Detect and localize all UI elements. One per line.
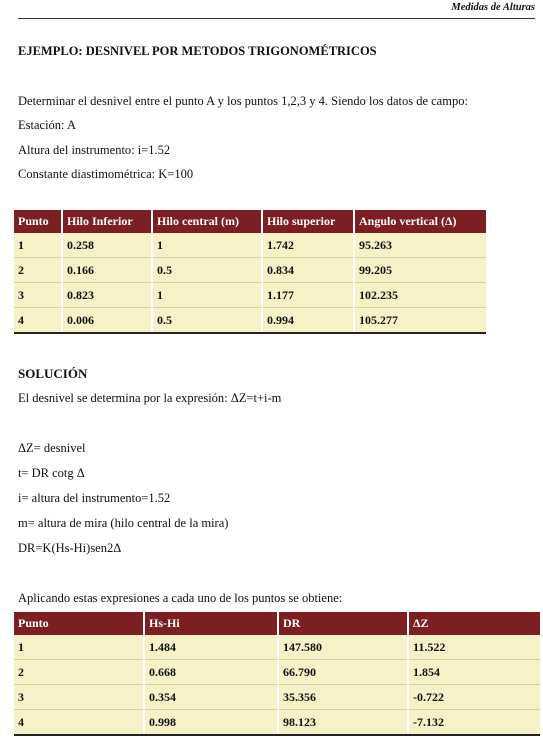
table-row [14,635,540,660]
table-cell: 0.166 [62,258,152,283]
table-cell: 0.823 [62,283,152,308]
table-cell: 0.258 [62,233,152,258]
table-row [14,283,486,308]
solution-intro: El desnivel se determina por la expresión: ΔZ=t+i-m [18,391,282,405]
column-header: Hilo central (m) [152,210,262,233]
table-cell: 0.354 [144,685,278,710]
table-cell: -0.722 [408,685,540,710]
column-header: Angulo vertical (Δ) [354,210,486,233]
instrument-height-line: Altura del instrumento: i=1.52 [18,143,171,157]
table-cell: 1.854 [408,660,540,685]
solution-heading: SOLUCIÓN [18,366,88,381]
table-cell: 4 [14,308,62,334]
table-row [14,308,486,334]
results-table [14,612,540,736]
table-cell: 0.006 [62,308,152,334]
table-cell: 35.356 [278,685,408,710]
applying-line: Aplicando estas expresiones a cada uno de los puntos se obtiene: [18,591,343,605]
table-cell: 0.998 [144,710,278,736]
table-row [14,660,540,685]
table-cell: 0.5 [152,258,262,283]
table-cell: 0.994 [262,308,354,334]
column-header: Hilo Inferior [62,210,152,233]
field-data-table [14,210,486,334]
table-cell: 0.668 [144,660,278,685]
column-header: Punto [14,612,144,635]
table-cell: 66.790 [278,660,408,685]
running-header: Medidas de Alturas [18,2,535,19]
table-cell: 105.277 [354,308,486,334]
table-cell: 1 [14,233,62,258]
table-cell: 2 [14,660,144,685]
column-header: DR [278,612,408,635]
column-header: Punto [14,210,62,233]
definition-line: DR=K(Hs-Hi)sen2Δ [18,541,122,555]
definition-line: i= altura del instrumento=1.52 [18,491,171,505]
table-cell: 102.235 [354,283,486,308]
definition-line: t= DR cotg Δ [18,466,85,480]
table-cell: 2 [14,258,62,283]
table-header-row [14,210,486,233]
definition-line: ΔZ= desnivel [18,441,86,455]
table-cell: 4 [14,710,144,736]
table-cell: 1 [152,283,262,308]
table-cell: 95.263 [354,233,486,258]
table-cell: 0.834 [262,258,354,283]
station-line: Estación: A [18,118,76,132]
column-header: Hilo superior [262,210,354,233]
table-cell: 1.742 [262,233,354,258]
table-cell: 3 [14,283,62,308]
table-cell: 0.5 [152,308,262,334]
table-cell: 1.484 [144,635,278,660]
table-cell: 1 [152,233,262,258]
definition-line: m= altura de mira (hilo central de la mira) [18,516,229,530]
table-row [14,233,486,258]
table-cell: 1.177 [262,283,354,308]
table-cell: 147.580 [278,635,408,660]
table-cell: 11.522 [408,635,540,660]
table-cell: -7.132 [408,710,540,736]
table-header-row [14,612,540,635]
constant-line: Constante diastimométrica: K=100 [18,167,194,181]
example-title: EJEMPLO: DESNIVEL POR METODOS TRIGONOMÉTRICOS [18,44,377,58]
problem-statement: Determinar el desnivel entre el punto A y los puntos 1,2,3 y 4. Siendo los datos de campo: [18,94,468,108]
column-header: ΔZ [408,612,540,635]
table-cell: 99.205 [354,258,486,283]
table-cell: 98.123 [278,710,408,736]
column-header: Hs-Hi [144,612,278,635]
table-cell: 1 [14,635,144,660]
table-row [14,685,540,710]
table-row [14,710,540,736]
table-cell: 3 [14,685,144,710]
table-row [14,258,486,283]
